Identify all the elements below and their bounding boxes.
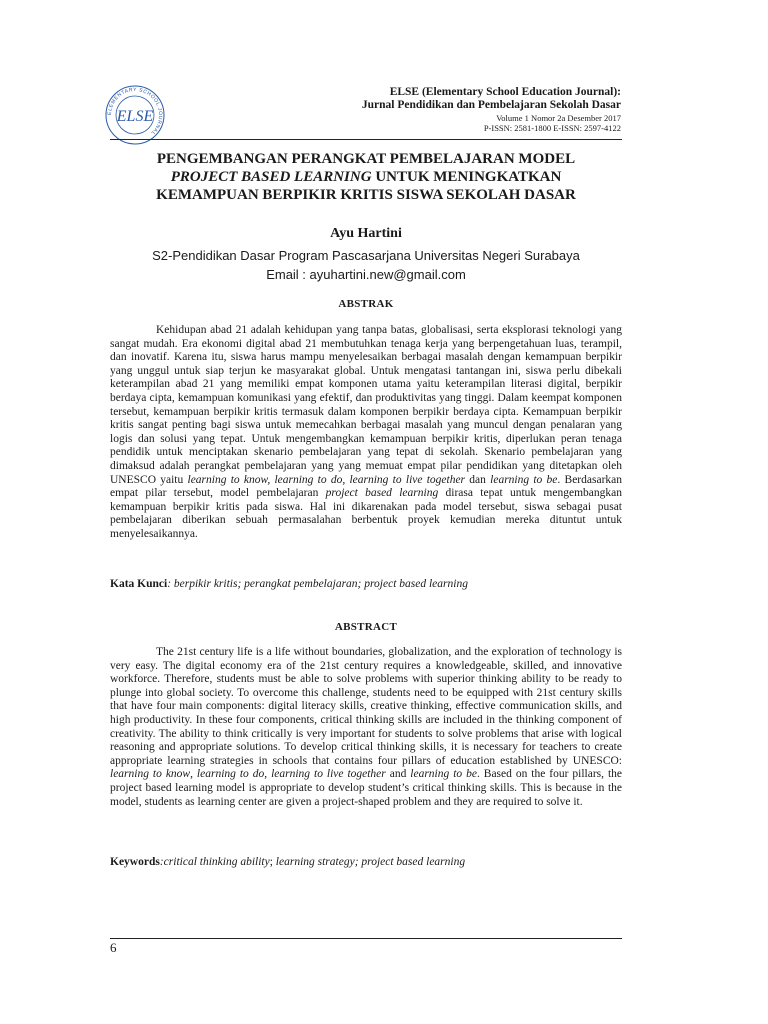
abstrak-italic-3: project based learning	[325, 487, 439, 500]
abstract-italic-1: learning to know	[110, 768, 191, 781]
paper-title	[110, 150, 622, 204]
header-divider	[110, 139, 622, 140]
abstract-body	[110, 646, 622, 809]
kata-kunci-label: Kata Kunci	[110, 578, 168, 590]
abstrak-heading: ABSTRAK	[338, 298, 394, 310]
keywords	[110, 856, 622, 868]
journal-info	[362, 86, 621, 133]
journal-name: ELSE (Elementary School Education Journal):	[389, 86, 621, 98]
author-name: Ayu Hartini	[330, 226, 402, 241]
abstract-italic-4: learning to be	[410, 768, 477, 781]
keywords-label: Keywords	[110, 856, 160, 868]
keywords-sep: ;	[269, 856, 276, 868]
author-affiliation: S2-Pendidikan Dasar Program Pascasarjana Universitas Negeri Surabaya	[152, 248, 580, 263]
abstrak-text-d: dirasa tepat untuk mengembangkan kemampuan berpikir kritis pada siswa. Hal ini dikarenakan pada model tersebut, siswa sebagai pusat pembelajaran diberikan sebuah permasalahan berbentuk proyek kemudian mereka dituntut untuk menyelesaikannya.	[110, 487, 622, 540]
title-line-3: KEMAMPUAN BERPIKIR KRITIS SISWA SEKOLAH DASAR	[156, 187, 576, 203]
journal-logo-icon	[104, 84, 166, 146]
logo-mark: ELSE	[116, 108, 154, 125]
kata-kunci-text: : berpikir kritis; perangkat pembelajaran; project based learning	[167, 578, 468, 590]
journal-volume: Volume 1 Nomor 2a Desember 2017	[496, 113, 621, 123]
abstract-italic-2: learning to do	[196, 768, 265, 781]
abstract-text-b: . Based on the four pillars, the project based learning model is appropriate to develop student’s critical thinking skills. This is because in the model, students as learning center are given a project-shaped problem and they are required to solve it.	[110, 768, 623, 808]
abstract-italic-3: learning to live together	[271, 768, 386, 781]
logo-ring-text: ELEMENTARY SCHOOL JOURNAL	[106, 86, 164, 137]
author-affiliation-block	[110, 246, 622, 284]
title-line-2-rest: UNTUK MENINGKATKAN	[371, 169, 562, 185]
title-line-1: PENGEMBANGAN PERANGKAT PEMBELAJARAN MODEL	[156, 151, 576, 167]
abstrak-body	[110, 324, 622, 542]
abstract-sep-3: and	[385, 768, 411, 781]
author-email: Email : ayuhartini.new@gmail.com	[266, 267, 466, 282]
abstract-sep-1: ,	[190, 768, 197, 781]
abstract-sep-2: ,	[264, 768, 272, 781]
title-italic: PROJECT BASED LEARNING	[170, 169, 372, 185]
journal-subtitle: Jurnal Pendidikan dan Pembelajaran Sekolah Dasar	[361, 99, 621, 111]
abstrak-italic-1: learning to know, learning to do, learning to live together	[187, 473, 466, 486]
page-number: 6	[110, 940, 117, 955]
title-line-2	[110, 168, 622, 186]
journal-issn: P-ISSN: 2581-1800 E-ISSN: 2597-4122	[483, 123, 621, 133]
abstrak-text-b: dan	[465, 473, 491, 486]
abstract-heading: ABSTRACT	[334, 621, 398, 633]
abstrak-text-a: Kehidupan abad 21 adalah kehidupan yang tanpa batas, globalisasi, serta eksplorasi teknologi yang sangat mudah. Era ekonomi digital abad 21 membutuhkan tenaga kerja yang berpengetahuan luas, terampil, dan inovatif. Karena itu, siswa harus mampu menyelesaikan berbagai masalah dengan kemampuan berpikir yang unggul untuk siap terjun ke masyarakat global. Untuk mengatasi tantangan ini, siswa perlu dibekali keterampilan abad 21 yang memiliki empat komponen utama yaitu keterampilan literasi digital, berpikir berdaya cipta, kemampuan komunikasi yang efektif, dan produktivitas yang tinggi. Dalam keempat komponen tersebut, kemampuan berpikir kritis termasuk dalam komponen berpikir berdaya cipta. Kemampuan berpikir kritis sangat penting bagi siswa untuk memecahkan berbagai masalah yang muncul dengan penalaran yang logis dan solusi yang tepat. Untuk mengembangkan kemampuan berpikir kritis, diperlukan peran tenaga pendidik untuk menciptakan skenario pembelajaran yang tepat di sekolah. Skenario pembelajaran yang dimaksud adalah perangkat pembelajaran yang yang memuat empat pilar pendidikan yang ditetapkan oleh UNESCO yaitu	[110, 324, 622, 486]
keywords-text-1: :critical thinking ability	[159, 856, 270, 868]
keywords-text-2: learning strategy; project based learning	[275, 856, 466, 868]
footer-divider	[110, 938, 622, 939]
abstrak-text-c: . Berdasarkan empat pilar tersebut, model pembelajaran	[110, 473, 622, 500]
abstract-text-a: The 21st century life is a life without boundaries, globalization, and the exploration of technology is very easy. The digital economy era of the 21st century requires a knowledgeable, skilled, and innovative workforce. Therefore, students must be able to solve problems with superior thinking ability to be ready to plunge into global society. To overcome this challenge, students need to be equipped with 21st century skills that have four main components: digital literacy skills, creative thinking, effective communication skills, and high productivity. In these four components, critical thinking skills are included in the thinking component of creativity. The ability to think critically is very important for students to solve problems that arise with logical reasoning and appropriate solutions. To develop critical thinking skills, it is necessary for teachers to create appropriate learning strategies in schools that contains four pillars of education established by UNESCO:	[110, 646, 622, 767]
abstrak-italic-2: learning to be	[490, 473, 558, 486]
kata-kunci	[110, 578, 622, 590]
